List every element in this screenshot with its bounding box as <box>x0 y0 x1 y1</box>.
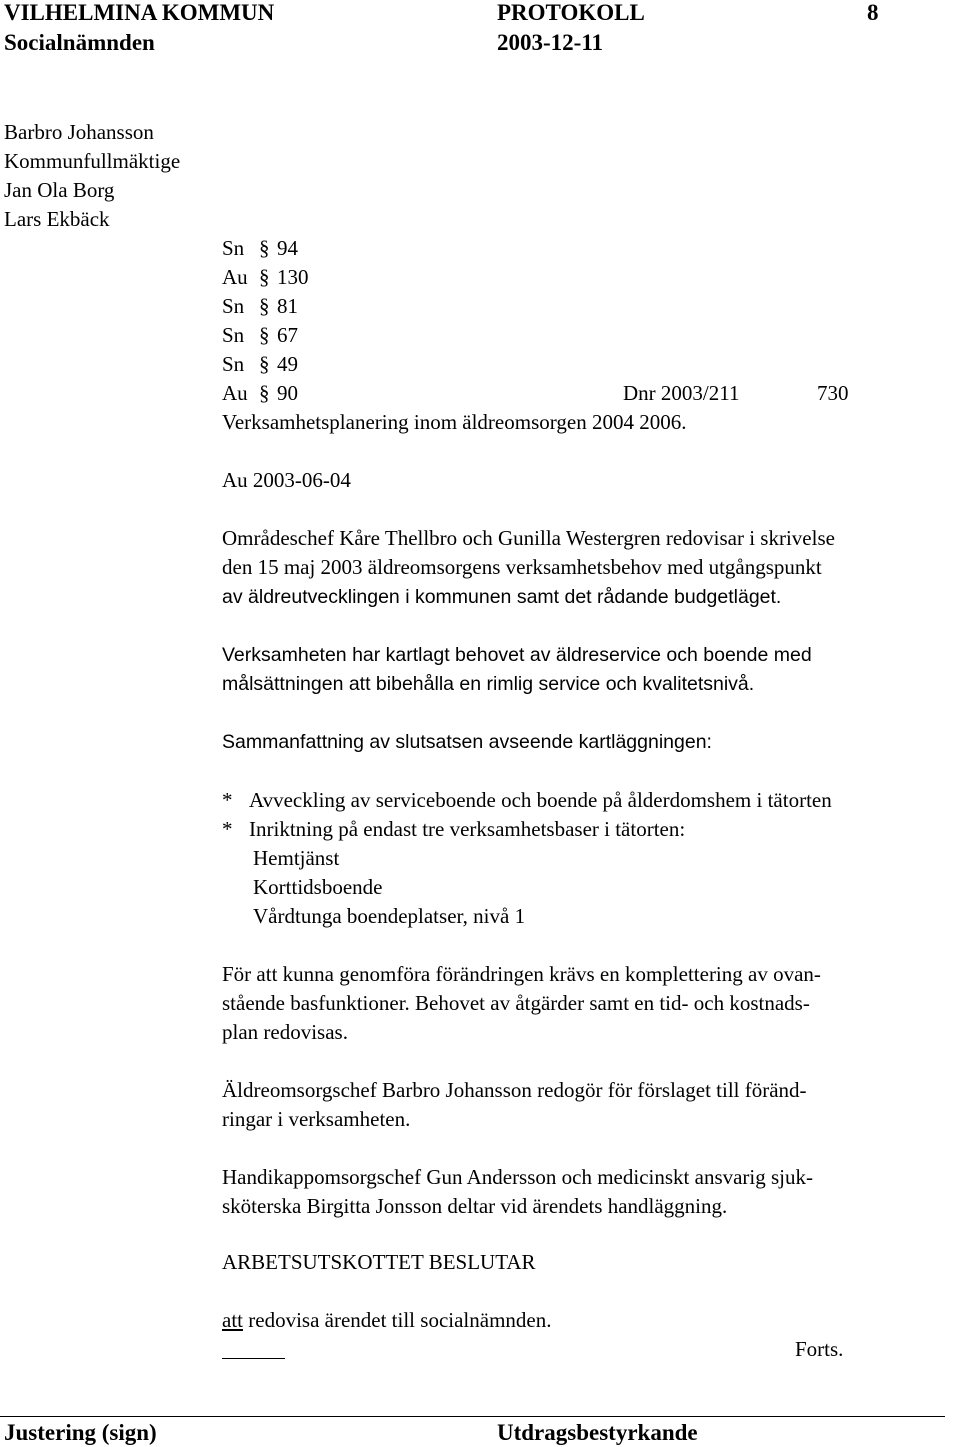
bullet-text: Inriktning på endast tre verksamhetsbaser i tätorten: <box>249 817 686 841</box>
municipality-name: VILHELMINA KOMMUN <box>4 0 275 25</box>
bullet-marker: * <box>222 817 233 841</box>
paragraph-line: målsättningen att bibehålla en rimlig service och kvalitetsnivå. <box>222 673 755 695</box>
paragraph-line: den 15 maj 2003 äldreomsorgens verksamhetsbehov med utgångspunkt <box>222 555 822 579</box>
reference-number: 81 <box>277 294 298 318</box>
recipient: Barbro Johansson <box>4 120 154 144</box>
base-item: Korttidsboende <box>253 875 383 899</box>
recipient: Kommunfullmäktige <box>4 149 181 173</box>
bullet-text: Avveckling av serviceboende och boende på ålderdomshem i tätorten <box>249 788 832 812</box>
page-number: 8 <box>867 0 879 25</box>
paragraph-line: Äldreomsorgschef Barbro Johansson redogör för förslaget till föränd- <box>222 1078 807 1102</box>
paragraph-line: Områdeschef Kåre Thellbro och Gunilla Westergren redovisar i skrivelse <box>222 526 835 550</box>
diary-number: Dnr 2003/211 <box>623 381 740 405</box>
section-symbol: § <box>259 294 270 318</box>
section-symbol: § <box>259 265 270 289</box>
protocol-date: 2003-12-11 <box>497 30 604 55</box>
reference-number: 49 <box>277 352 298 376</box>
bullet-marker: * <box>222 788 233 812</box>
paragraph-line: av äldreutvecklingen i kommunen samt det rådande budgetläget. <box>222 586 782 608</box>
signature-label: Justering (sign) <box>4 1420 157 1445</box>
committee-name: Socialnämnden <box>4 30 155 55</box>
section-symbol: § <box>259 323 270 347</box>
section-symbol: § <box>259 352 270 376</box>
decision-text <box>222 1306 551 1335</box>
section-symbol: § <box>259 381 270 405</box>
summary-heading: Sammanfattning av slutsatsen avseende kartläggningen: <box>222 731 712 753</box>
paragraph-line: sköterska Birgitta Jonsson deltar vid ärendets handläggning. <box>222 1194 728 1218</box>
document-type: PROTOKOLL <box>497 0 645 25</box>
reference-prefix: Au <box>222 265 248 289</box>
reference-prefix: Au <box>222 381 248 405</box>
reference-number: 67 <box>277 323 298 347</box>
continuation-dash <box>222 1358 285 1359</box>
reference-prefix: Sn <box>222 352 245 376</box>
paragraph-line: stående basfunktioner. Behovet av åtgärder samt en tid- och kostnads- <box>222 991 810 1015</box>
reference-prefix: Sn <box>222 323 245 347</box>
paragraph-line: Verksamheten har kartlagt behovet av äldreservice och boende med <box>222 644 812 666</box>
reference-number: 130 <box>277 265 309 289</box>
base-item: Vårdtunga boendeplatser, nivå 1 <box>253 904 526 928</box>
diary-code: 730 <box>817 381 849 405</box>
section-symbol: § <box>259 236 270 260</box>
reference-number: 90 <box>277 381 298 405</box>
recipient: Lars Ekbäck <box>4 207 110 231</box>
subject-line: Verksamhetsplanering inom äldreomsorgen 2004 2006. <box>222 410 687 434</box>
paragraph-line: plan redovisas. <box>222 1020 348 1044</box>
certification-label: Utdragsbestyrkande <box>497 1420 698 1445</box>
reference-prefix: Sn <box>222 236 245 260</box>
decision-att: att <box>222 1308 243 1332</box>
paragraph-line: Handikappomsorgschef Gun Andersson och medicinskt ansvarig sjuk- <box>222 1165 814 1189</box>
base-item: Hemtjänst <box>253 846 340 870</box>
paragraph-line: För att kunna genomföra förändringen krävs en komplettering av ovan- <box>222 962 821 986</box>
paragraph-line: ringar i verksamheten. <box>222 1107 411 1131</box>
meeting-reference: Au 2003-06-04 <box>222 468 351 492</box>
reference-prefix: Sn <box>222 294 245 318</box>
continued-label: Forts. <box>795 1337 844 1361</box>
decision-heading: ARBETSUTSKOTTET BESLUTAR <box>222 1250 536 1274</box>
recipient: Jan Ola Borg <box>4 178 115 202</box>
decision-rest: redovisa ärendet till socialnämnden. <box>243 1308 552 1332</box>
footer-rule <box>0 1416 945 1417</box>
reference-number: 94 <box>277 236 298 260</box>
